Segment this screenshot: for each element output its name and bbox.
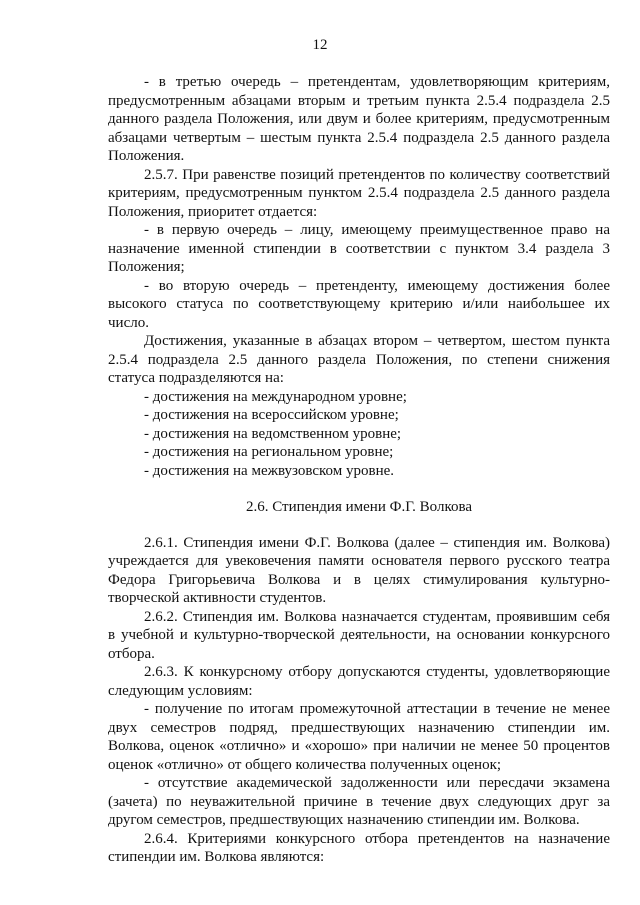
- paragraph: - отсутствие академической задолженности или пересдачи экзамена (зачета) по неуважительной причине в течение двух следующих друг за другом семестров, предшествующих назначению стипендии им. Волкова.: [108, 775, 610, 828]
- paragraph: - во вторую очередь – претенденту, имеющему достижения более высокого статуса по соответствующему критерию и/или наибольшее их число.: [108, 277, 610, 331]
- list-item: - достижения на всероссийском уровне;: [144, 407, 399, 423]
- paragraph: 2.6.2. Стипендия им. Волкова назначается студентам, проявившим себя в учебной и культурно-творческой деятельности, на основании конкурсного отбора.: [108, 608, 610, 662]
- list-item: - достижения на межвузовском уровне.: [144, 462, 395, 479]
- paragraph: Достижения, указанные в абзацах втором – четвертом, шестом пункта 2.5.4 подраздела 2.5 данного раздела Положения, по степени снижения статуса подразделяются на:: [108, 333, 610, 386]
- paragraph: 2.6.1. Стипендия имени Ф.Г. Волкова (далее – стипендия им. Волкова) учреждается для увековечения памяти основателя первого русского театра Федора Григорьевича Волкова и в целях стимулирования культурно-творческой активности студентов.: [108, 534, 610, 606]
- paragraph: - получение по итогам промежуточной аттестации в течение не менее двух семестров подряд, предшествующих назначению стипендии им. Волкова, оценок «отлично» и «хорошо» при наличии не менее 50 процентов оценок «отлично» от общего количества полученных оценок;: [108, 701, 610, 773]
- paragraph: - в первую очередь – лицу, имеющему преимущественное право на назначение именной стипендии в соответствии с пунктом 3.4 раздела 3 Положения;: [108, 222, 610, 275]
- paragraph: 2.6.3. К конкурсному отбору допускаются студенты, удовлетворяющие следующим условиям:: [108, 664, 610, 699]
- page-number: 12: [312, 37, 328, 53]
- list-item: - достижения на международном уровне;: [144, 388, 407, 405]
- document-body: [108, 73, 610, 867]
- section-heading: 2.6. Стипендия имени Ф.Г. Волкова: [245, 499, 473, 515]
- list-item: - достижения на ведомственном уровне;: [144, 425, 402, 442]
- paragraph: - в третью очередь – претендентам, удовлетворяющим критериям, предусмотренным абзацами вторым и третьим пункта 2.5.4 подраздела 2.5 данного раздела Положения, или двум и более критериям, предусмотренным абзацами четвертым – шестым пункта 2.5.4 подраздела 2.5 данного раздела Положения.: [108, 74, 610, 164]
- list-item: - достижения на региональном уровне;: [144, 444, 394, 460]
- paragraph: 2.5.7. При равенстве позиций претендентов по количеству соответствий критериям, предусмотренным пунктом 2.5.4 подраздела 2.5 данного раздела Положения, приоритет отдается:: [108, 166, 610, 220]
- paragraph: 2.6.4. Критериями конкурсного отбора претендентов на назначение стипендии им. Волкова являются:: [108, 830, 610, 865]
